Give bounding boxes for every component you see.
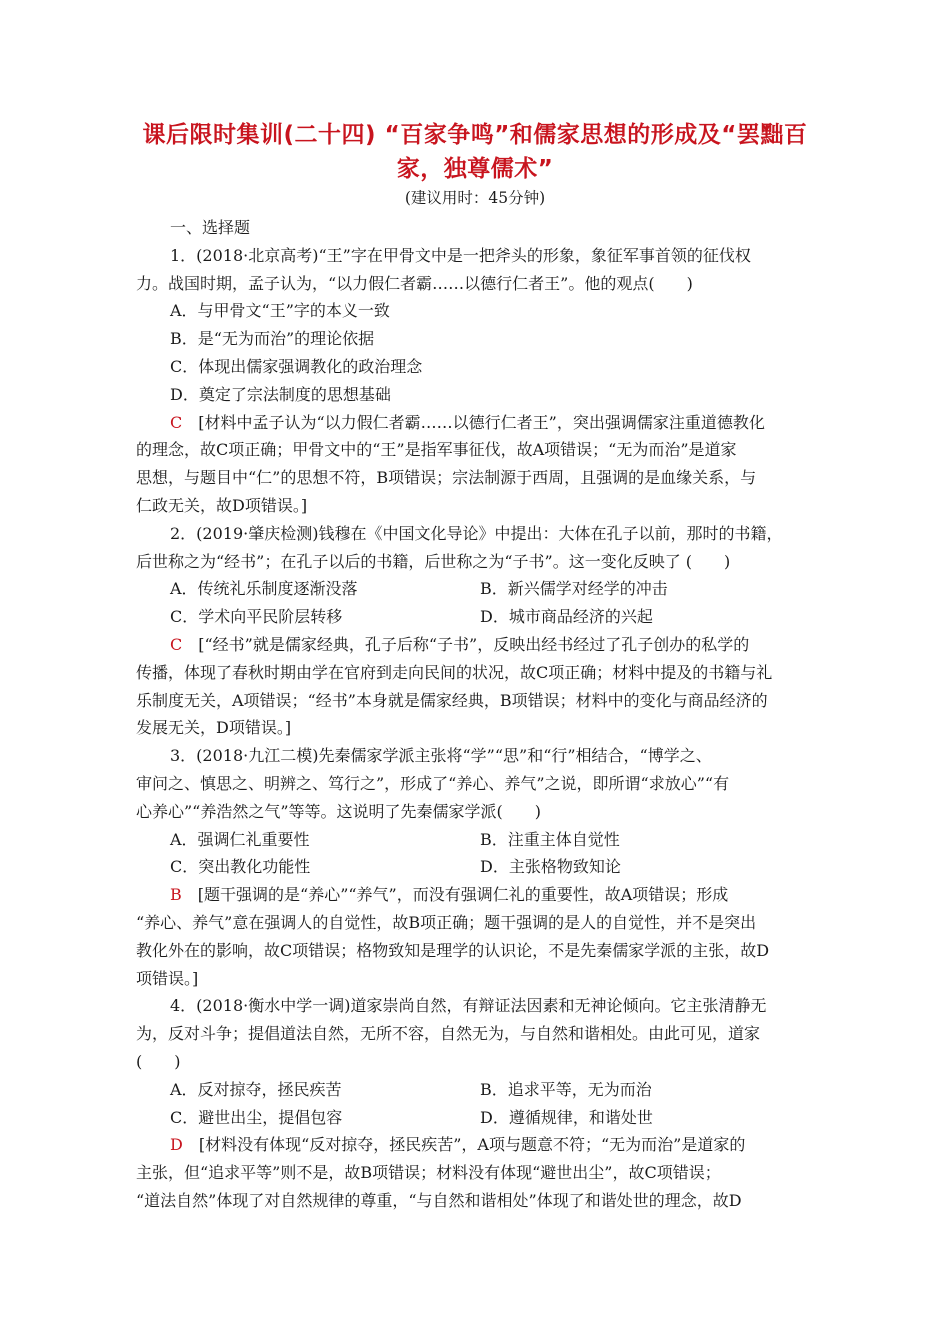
explanation-line: 教化外在的影响，故C项错误；格物致知是理学的认识论，不是先秦儒家学派的主张，故D xyxy=(136,940,770,960)
question-content xyxy=(136,214,821,1215)
option-a: A．强调仁礼重要性 xyxy=(170,829,310,849)
question-stem-line: 力。战国时期，孟子认为，“以力假仁者霸……以德行仁者王”。他的观点( ) xyxy=(136,273,693,293)
explanation-line xyxy=(136,409,821,437)
question-stem-line: 审问之、慎思之、明辨之、笃行之”，形成了“养心、养气”之说，即所谓“求放心”“有 xyxy=(136,773,730,793)
question-1 xyxy=(136,242,821,520)
answer-letter: D xyxy=(170,1135,183,1155)
explanation-line: 的理念，故C项正确；甲骨文中的“王”是指军事征伐，故A项错误；“无为而治”是道家 xyxy=(136,440,737,460)
option-a: A．传统礼乐制度逐渐没落 xyxy=(170,579,358,599)
question-2 xyxy=(136,520,821,742)
suggested-time: (建议用时：45分钟) xyxy=(404,189,546,207)
explanation-line: 传播，体现了春秋时期由学在官府到走向民间的状况，故C项正确；材料中提及的书籍与礼 xyxy=(136,662,773,682)
explanation-line xyxy=(136,881,821,909)
question-3 xyxy=(136,742,821,992)
explanation-line: 主张，但“追求平等”则不是，故B项错误；材料没有体现“避世出尘”，故C项错误； xyxy=(136,1163,721,1183)
option-b: B．注重主体自觉性 xyxy=(480,829,620,849)
option-c: C．突出教化功能性 xyxy=(170,857,311,877)
explanation-line: 思想，与题目中“仁”的思想不符，B项错误；宗法制源于西周，且强调的是血缘关系，与 xyxy=(136,468,757,488)
section-heading: 一、选择题 xyxy=(170,218,251,237)
option-b: B．是“无为而治”的理论依据 xyxy=(170,329,375,349)
option-c: C．体现出儒家强调教化的政治理念 xyxy=(170,356,423,376)
option-d: D．主张格物致知论 xyxy=(480,857,621,877)
option-d: D．奠定了宗法制度的思想基础 xyxy=(170,384,391,404)
question-stem-line: 心养心”“养浩然之气”等等。这说明了先秦儒家学派( ) xyxy=(136,801,542,821)
explanation-line xyxy=(136,1131,821,1159)
explanation-line: 项错误。] xyxy=(136,968,199,988)
answer-letter: C xyxy=(170,412,183,432)
answer-letter: C xyxy=(170,634,183,654)
explanation-text: [“经书”就是儒家经典，孔子后称“子书”，反映出经书经过了孔子创办的私学的 xyxy=(182,634,750,654)
option-b: B．追求平等，无为而治 xyxy=(480,1079,652,1099)
option-row xyxy=(136,853,821,881)
question-stem-line: 4．(2018·衡水中学一调)道家崇尚自然，有辩证法因素和无神论倾向。它主张清静无 xyxy=(170,996,767,1016)
question-stem-line: 1．(2018·北京高考)“王”字在甲骨文中是一把斧头的形象，象征军事首领的征伐权 xyxy=(170,245,751,265)
explanation-line: 乐制度无关，A项错误；“经书”本身就是儒家经典，B项错误；材料中的变化与商品经济的 xyxy=(136,690,768,710)
explanation-text: [材料中孟子认为“以力假仁者霸……以德行仁者王”，突出强调儒家注重道德教化 xyxy=(182,412,765,432)
explanation-line: 发展无关，D项错误。] xyxy=(136,718,292,738)
option-a: A．与甲骨文“王”字的本义一致 xyxy=(170,301,390,321)
option-row xyxy=(136,1076,821,1104)
explanation-line: “养心、养气”意在强调人的自觉性，故B项正确；题干强调的是人的自觉性，并不是突出 xyxy=(136,912,757,932)
option-row xyxy=(136,603,821,631)
question-stem-line: 为，反对斗争；提倡道法自然，无所不容，自然无为，与自然和谐相处。由此可见，道家 xyxy=(136,1024,761,1044)
option-d: D．城市商品经济的兴起 xyxy=(480,607,653,627)
question-stem-line: 2．(2019·肇庆检测)钱穆在《中国文化导论》中提出：大体在孔子以前，那时的书籍， xyxy=(170,523,783,543)
question-stem-line: 3．(2018·九江二模)先秦儒家学派主张将“学”“思”和“行”相结合，“博学之、 xyxy=(170,746,712,766)
answer-letter: B xyxy=(170,885,182,905)
option-b: B．新兴儒学对经学的冲击 xyxy=(480,579,668,599)
option-c: C．学术向平民阶层转移 xyxy=(170,607,343,627)
page-title xyxy=(110,118,840,186)
explanation-line xyxy=(136,631,821,659)
option-c: C．避世出尘，提倡包容 xyxy=(170,1107,343,1127)
option-d: D．遵循规律，和谐处世 xyxy=(480,1107,653,1127)
question-stem-line: 后世称之为“经书”；在孔子以后的书籍，后世称之为“子书”。这一变化反映了 ( ) xyxy=(136,551,731,571)
title-line-2: 家，独尊儒术” xyxy=(396,156,554,182)
explanation-text: [题干强调的是“养心”“养气”，而没有强调仁礼的重要性，故A项错误；形成 xyxy=(181,885,729,905)
option-row xyxy=(136,1104,821,1132)
option-a: A．反对掠夺，拯民疾苦 xyxy=(170,1079,342,1099)
option-row xyxy=(136,826,821,854)
question-stem-line: ( ) xyxy=(136,1051,181,1071)
explanation-text: [材料没有体现“反对掠夺，拯民疾苦”，A项与题意不符；“无为而治”是道家的 xyxy=(182,1135,746,1155)
explanation-line: 仁政无关，故D项错误。] xyxy=(136,495,308,515)
explanation-line: “道法自然”体现了对自然规律的尊重，“与自然和谐相处”体现了和谐处世的理念，故D xyxy=(136,1190,742,1210)
question-4 xyxy=(136,992,821,1214)
option-row xyxy=(136,575,821,603)
title-line-1: 课后限时集训(二十四) “百家争鸣”和儒家思想的形成及“罢黜百 xyxy=(142,122,808,148)
